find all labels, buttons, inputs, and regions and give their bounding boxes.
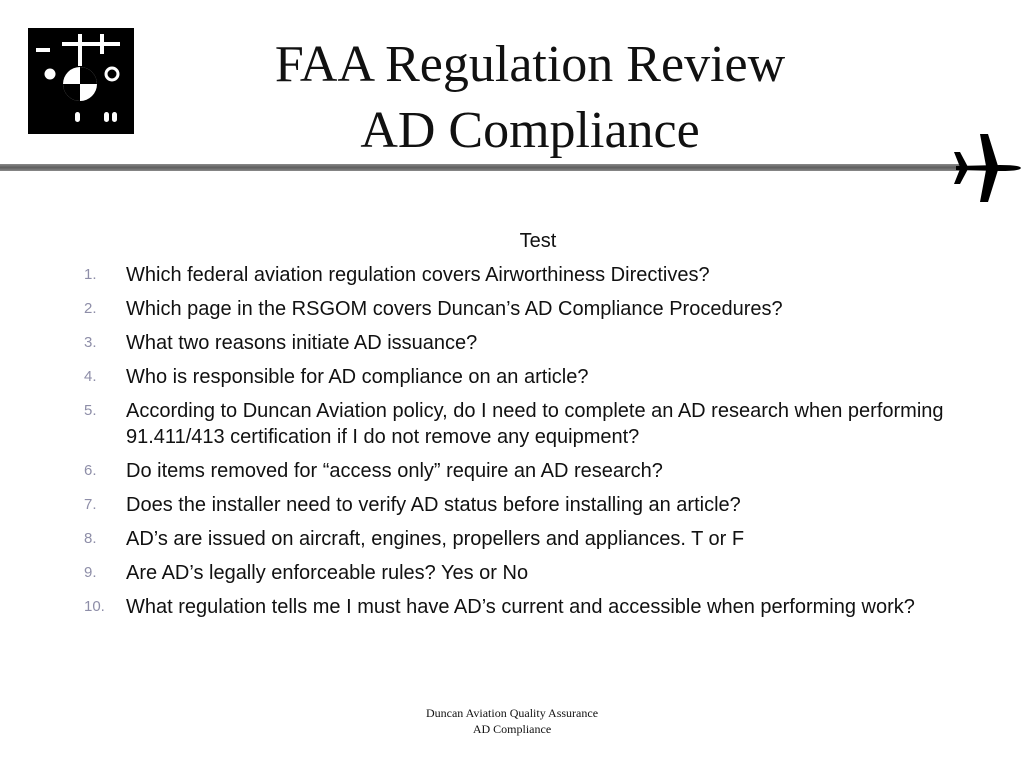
question-text: Who is responsible for AD compliance on an article? [126, 366, 589, 388]
question-list [84, 262, 964, 628]
question-text: Are AD’s legally enforceable rules? Yes or No [126, 562, 529, 584]
question-number: 6. [84, 462, 97, 479]
question-number: 1. [84, 266, 97, 283]
question-item [84, 594, 964, 620]
footer [362, 705, 662, 737]
question-item [84, 398, 964, 450]
footer-line-2: AD Compliance [472, 722, 552, 736]
question-text: What two reasons initiate AD issuance? [126, 332, 478, 354]
question-item [84, 330, 964, 356]
question-number: 3. [84, 334, 97, 351]
question-text: Which federal aviation regulation covers Airworthiness Directives? [126, 264, 710, 286]
question-text: AD’s are issued on aircraft, engines, propellers and appliances. T or F [126, 528, 745, 550]
question-item [84, 492, 964, 518]
question-number: 4. [84, 368, 97, 385]
question-text: Which page in the RSGOM covers Duncan’s AD Compliance Procedures? [126, 298, 783, 320]
question-text: According to Duncan Aviation policy, do I need to complete an AD research when performing 91.411/413 certification if I do not remove any equipment? [126, 400, 944, 448]
title-line-1: FAA Regulation Review [274, 36, 786, 93]
divider-bar [0, 164, 960, 171]
footer-line-1: Duncan Aviation Quality Assurance [425, 706, 599, 720]
question-number: 2. [84, 300, 97, 317]
question-item [84, 458, 964, 484]
question-text: Do items removed for “access only” require an AD research? [126, 460, 663, 482]
page-title [150, 32, 910, 164]
question-item [84, 560, 964, 586]
question-number: 8. [84, 530, 97, 547]
title-line-2: AD Compliance [360, 102, 700, 159]
question-number: 9. [84, 564, 97, 581]
question-item [84, 296, 964, 322]
question-number: 10. [84, 598, 105, 615]
question-text: Does the installer need to verify AD status before installing an article? [126, 494, 741, 516]
test-heading: Test [519, 230, 557, 252]
instrument-logo-icon [28, 28, 134, 134]
question-text: What regulation tells me I must have AD’s current and accessible when performing work? [126, 596, 915, 618]
question-item [84, 262, 964, 288]
question-item [84, 526, 964, 552]
question-number: 7. [84, 496, 97, 513]
question-number: 5. [84, 402, 97, 419]
question-item [84, 364, 964, 390]
airplane-icon [950, 132, 1022, 204]
